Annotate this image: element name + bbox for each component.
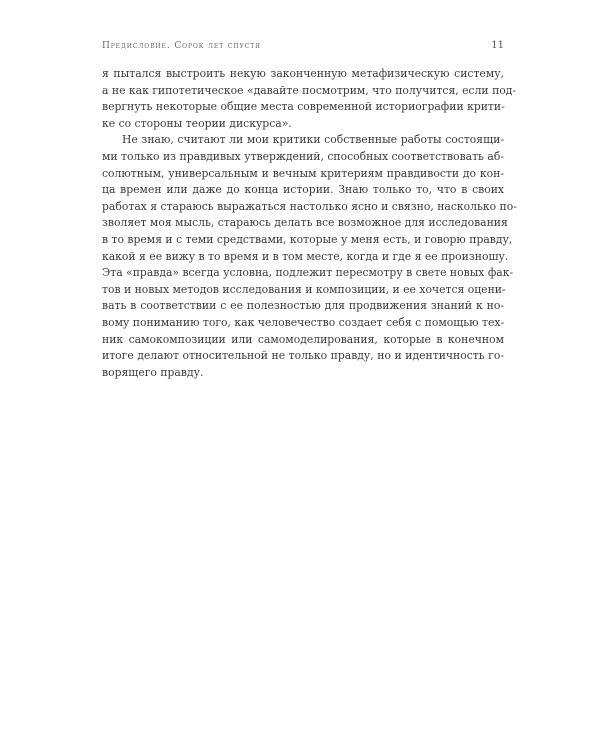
text-line: ник самокомпозиции или самомоделирования, которые в конечном (102, 332, 504, 346)
text-line: вергнуть некоторые общие места современной историографии крити- (102, 100, 505, 114)
page-number: 11 (491, 40, 504, 51)
text-line: солютным, универсальным и вечным критериям правдивости до кон- (102, 166, 504, 180)
text-line: в то время и с теми средствами, которые у меня есть, и говорю правду, (102, 232, 513, 246)
text-line: ца времен или даже до конца истории. Знаю только то, что в своих (102, 183, 504, 197)
text-line: ми только из правдивых утверждений, способных соответствовать аб- (102, 149, 504, 163)
text-line: итоге делают относительной не только правду, но и идентичность го- (102, 349, 504, 363)
text-line: зволяет моя мысль, стараюсь делать все возможное для исследования (102, 216, 508, 230)
text-line: я пытался выстроить некую законченную метафизическую систему, (102, 67, 504, 80)
paragraph-2 (102, 132, 517, 381)
text-line: работах я стараюсь выражаться настолько ясно и связно, насколько по- (102, 199, 517, 213)
text-line: какой я ее вижу в то время и в том месте, когда и где я ее произношу. (102, 249, 509, 263)
body-text (102, 66, 517, 381)
text-line: вому пониманию того, как человечество создает себя с помощью тех- (102, 315, 505, 329)
text-line: тов и новых методов исследования и композиции, и ее хочется оцени- (102, 282, 506, 296)
text-line: а не как гипотетическое «давайте посмотрим, что получится, если под- (102, 83, 517, 97)
paragraph-1 (102, 66, 517, 132)
text-line: ке со стороны теории дискурса». (102, 116, 292, 130)
text-line: Эта «правда» всегда условна, подлежит пересмотру в свете новых фак- (102, 266, 514, 280)
text-line: ворящего правду. (102, 365, 204, 379)
text-line: Не знаю, считают ли мои критики собственные работы состоящи- (122, 133, 504, 147)
running-head (102, 40, 504, 51)
text-line: вать в соответствии с ее полезностью для продвижения знаний к но- (102, 299, 504, 313)
running-title: Предисловие. Сорок лет спустя (102, 41, 261, 51)
